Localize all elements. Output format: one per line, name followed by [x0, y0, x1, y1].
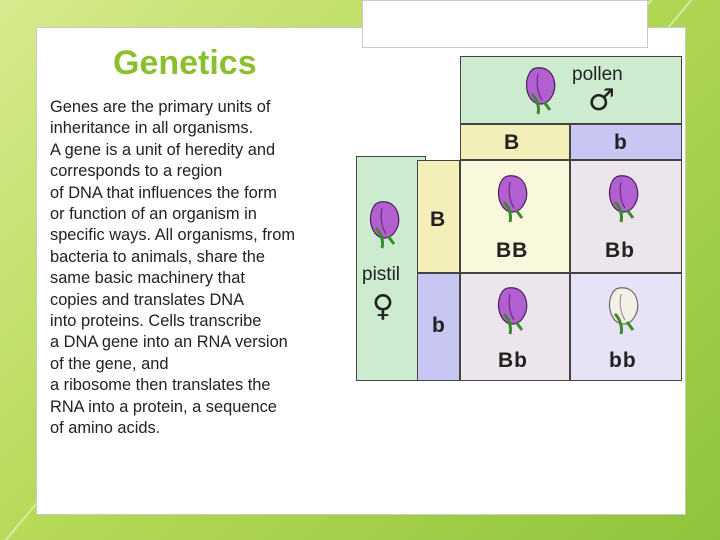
body-line: of amino acids. — [50, 419, 161, 438]
purple-flower-icon — [601, 172, 647, 224]
pistil-allele-label: b — [432, 314, 446, 337]
body-line: RNA into a protein, a sequence — [50, 397, 277, 416]
genotype-label: bb — [609, 349, 637, 372]
white-flower-icon — [601, 284, 647, 336]
body-line: or function of an organism in — [50, 205, 257, 224]
purple-flower-icon — [518, 64, 564, 116]
body-line: corresponds to a region — [50, 162, 223, 181]
body-line: of DNA that influences the form — [50, 183, 277, 202]
female-symbol: ♀ — [372, 289, 394, 324]
pistil-allele-label: B — [430, 208, 447, 231]
body-text — [50, 97, 350, 440]
body-line: same basic machinery that — [50, 269, 245, 288]
body-line: inheritance in all organisms. — [50, 119, 254, 138]
pistil-label: pistil — [362, 264, 401, 285]
pollen-label: pollen — [572, 64, 623, 85]
body-line: of the gene, and — [50, 354, 169, 373]
genotype-label: Bb — [605, 239, 635, 262]
body-line: specific ways. All organisms, from — [50, 226, 296, 245]
purple-flower-icon — [490, 172, 536, 224]
genotype-label: BB — [496, 239, 529, 262]
slide-header-tab — [362, 0, 648, 48]
pollen-allele-label: B — [504, 131, 521, 154]
body-line: into proteins. Cells transcribe — [50, 312, 262, 331]
pollen-allele-label: b — [614, 131, 628, 154]
body-line: a ribosome then translates the — [50, 376, 271, 395]
purple-flower-icon — [490, 284, 536, 336]
male-symbol: ♂ — [588, 83, 615, 118]
body-line: bacteria to animals, share the — [50, 247, 266, 266]
pollen-parent-cell — [460, 56, 682, 124]
body-line: A gene is a unit of heredity and — [50, 140, 276, 159]
slide-title: Genetics — [113, 44, 257, 82]
purple-flower-icon — [362, 198, 408, 250]
genotype-label: Bb — [498, 349, 528, 372]
body-line: Genes are the primary units of — [50, 98, 271, 116]
body-line: a DNA gene into an RNA version — [50, 333, 288, 352]
body-line: copies and translates DNA — [50, 290, 245, 309]
